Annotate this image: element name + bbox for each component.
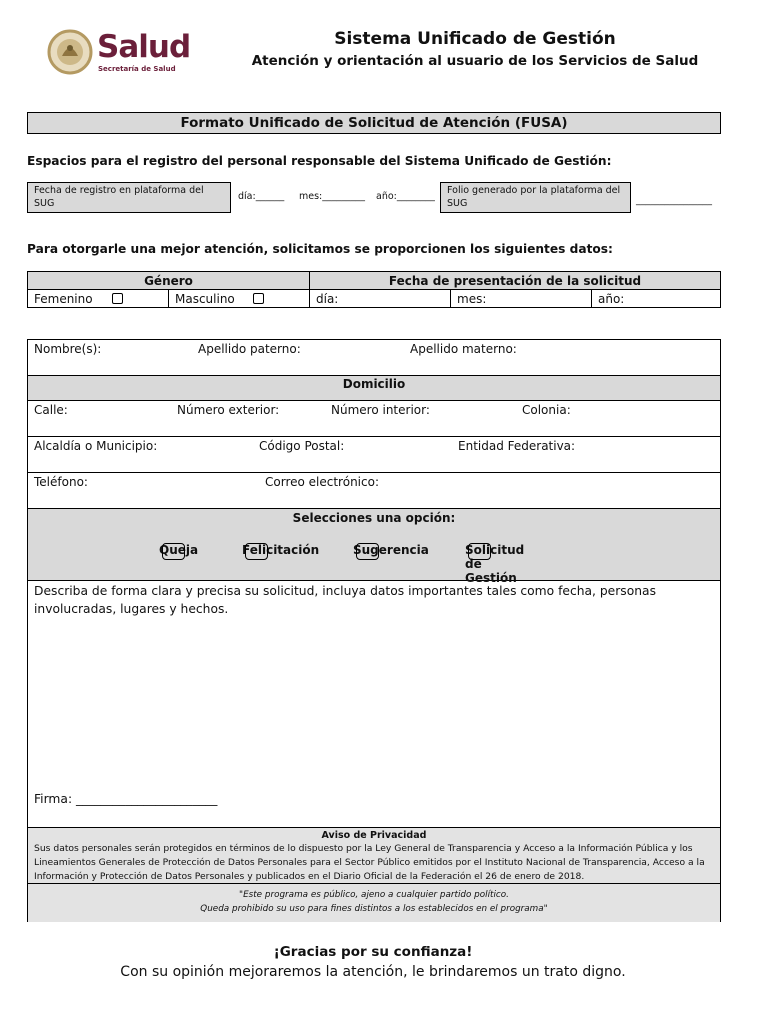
apellido-materno-field[interactable]: Apellido materno: [410,342,517,356]
legal-notice [28,884,720,922]
option-queja-label: Queja [159,543,199,557]
thanks-message: Con su opinión mejoraremos la atención, le brindaremos un trato digno. [120,964,626,980]
colonia-field[interactable]: Colonia: [522,403,571,417]
legal-line-1: "Este programa es público, ajeno a cualquier partido político. [239,890,509,900]
apellido-paterno-field[interactable]: Apellido paterno: [198,342,301,356]
alcaldia-field[interactable]: Alcaldía o Municipio: [34,439,158,453]
femenino-label: Femenino [34,291,93,306]
folio-field[interactable]: ________________ [636,195,712,206]
options-title: Selecciones una opción: [292,511,456,525]
correo-field[interactable]: Correo electrónico: [265,475,379,489]
femenino-checkbox[interactable] [112,293,123,304]
cp-field[interactable]: Código Postal: [259,439,345,453]
queja-checkbox[interactable] [162,543,185,560]
option-sugerencia-label: Sugerencia [353,543,429,557]
nombre-field[interactable]: Nombre(s): [34,342,102,356]
staff-section-label: Espacios para el registro del personal responsable del Sistema Unificado de Gestión: [27,154,612,168]
name-row [28,340,720,376]
folio-box: Folio generado por la plataforma del SUG [440,182,631,213]
domicilio-header: Domicilio [342,377,406,391]
domicilio-header-row [28,376,720,401]
masculino-cell [169,290,310,308]
description-instructions: Describa de forma clara y precisa su solicitud, incluya datos importantes tales como fecha, personas involucradas, lugares y hechos. [34,584,656,616]
solicitud-checkbox[interactable] [468,543,491,560]
user-section-label: Para otorgarle una mejor atención, solicitamos se proporcionen los siguientes datos: [27,242,613,256]
calle-field[interactable]: Calle: [34,403,68,417]
felicitacion-checkbox[interactable] [245,543,268,560]
legal-line-2: Queda prohibido su uso para fines distintos a los establecidos en el programa" [200,904,548,914]
salud-logo-text: Salud [97,29,191,65]
page-subtitle: Atención y orientación al usuario de los Servicios de Salud [251,53,699,69]
main-form [27,339,721,922]
fecha-dia-field[interactable]: día: [310,290,451,308]
page-title: Sistema Unificado de Gestión [334,29,616,49]
option-felicitacion-label: Felicitación [242,543,320,557]
fecha-header: Fecha de presentación de la solicitud [310,272,721,290]
registro-dia-field[interactable]: día:______ [238,191,285,202]
options-row [28,509,720,585]
masculino-label: Masculino [175,291,235,306]
option-solicitud-label: Solicitud de Gestión [465,543,525,585]
num-int-field[interactable]: Número interior: [331,403,430,417]
registro-anio-field[interactable]: año:________ [376,191,435,202]
address-row [28,401,720,437]
masculino-checkbox[interactable] [253,293,264,304]
form-title: Formato Unificado de Solicitud de Atención (FUSA) [27,112,721,134]
thanks-heading: ¡Gracias por su confianza! [273,944,473,960]
fecha-mes-field[interactable]: mes: [451,290,592,308]
telefono-field[interactable]: Teléfono: [34,475,88,489]
secretaria-label: Secretaría de Salud [98,65,176,73]
gender-date-table [27,271,721,308]
fecha-anio-field[interactable]: año: [592,290,721,308]
description-area[interactable] [28,615,720,785]
registro-box: Fecha de registro en plataforma del SUG [27,182,231,213]
firma-field[interactable]: Firma: _______________________ [34,792,218,806]
sugerencia-checkbox[interactable] [356,543,379,560]
privacy-title: Aviso de Privacidad [321,830,427,841]
registro-mes-field[interactable]: mes:_________ [299,191,365,202]
mexico-seal-icon [47,28,93,76]
femenino-cell [28,290,169,308]
privacy-notice [28,827,720,884]
location-row [28,437,720,473]
genero-header: Género [28,272,310,290]
privacy-body: Sus datos personales serán protegidos en términos de lo dispuesto por la Ley General de Transparencia y Acceso a la Información Pública y los Lineamientos Generales de Protección de Datos Personales para el Sector Público emitidos por el Instituto Nacional de Transparencia, Acceso a la Información y Protección de Datos Personales y publicados en el Diario Oficial de la Federación el 26 de enero de 2018. [34,843,705,882]
contact-row [28,473,720,509]
entidad-field[interactable]: Entidad Federativa: [458,439,576,453]
num-ext-field[interactable]: Número exterior: [177,403,280,417]
